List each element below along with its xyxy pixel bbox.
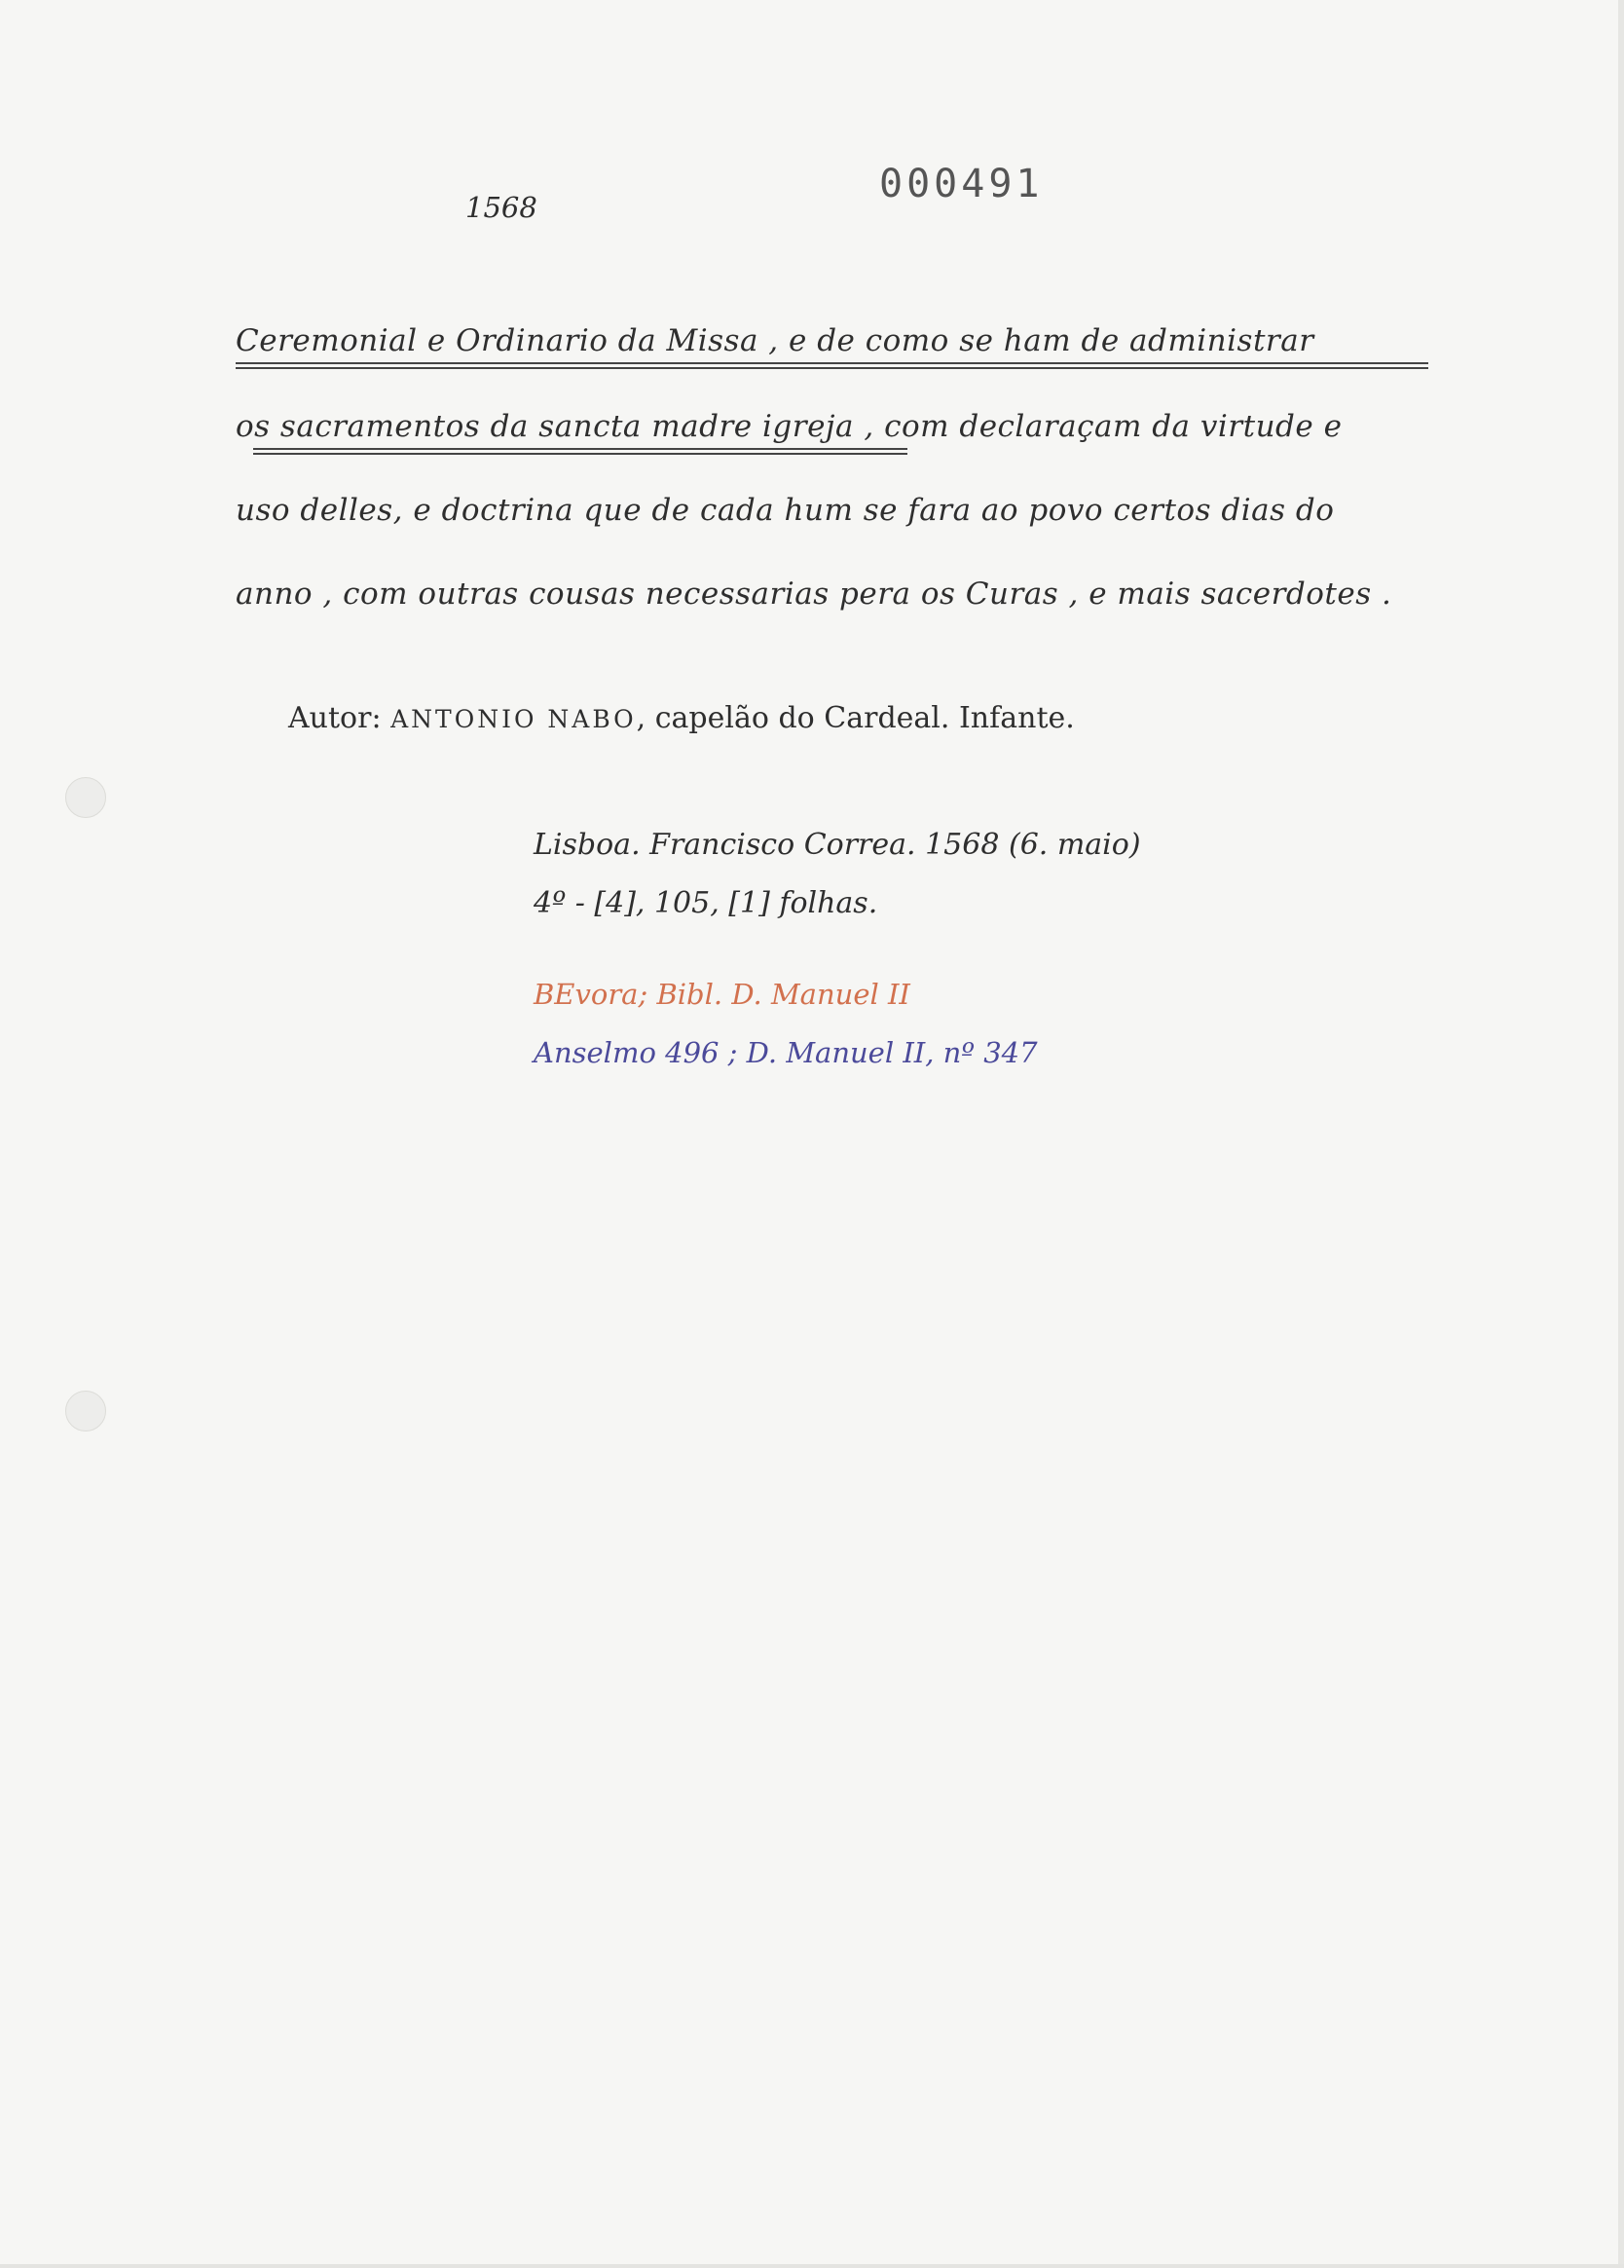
collation-line: 4º - [4], 105, [1] folhas. <box>534 886 878 920</box>
year-label: 1568 <box>465 191 537 224</box>
title-line-3: uso delles, e doctrina que de cada hum se fara ao povo certos dias do <box>236 493 1335 528</box>
title-underline-2 <box>253 448 907 455</box>
author-role: , capelão do Cardeal. Infante. <box>636 701 1075 735</box>
paper-edge-right <box>1618 0 1624 2268</box>
title-underline-1 <box>236 362 1428 369</box>
serial-number: 000491 <box>879 162 1044 206</box>
title-line-1: Ceremonial e Ordinario da Missa , e de como se ham de administrar <box>236 323 1314 358</box>
author-name: ANTONIO NABO <box>390 705 637 733</box>
punch-hole-bottom <box>65 1391 106 1431</box>
bibliographic-references: Anselmo 496 ; D. Manuel II, nº 347 <box>534 1036 1038 1069</box>
imprint-line: Lisboa. Francisco Correa. 1568 (6. maio) <box>534 828 1141 862</box>
paper-edge-bottom <box>0 2264 1624 2268</box>
author-line <box>288 701 1075 735</box>
punch-hole-top <box>65 777 106 818</box>
title-line-2: os sacramentos da sancta madre igreja , com declaraçam da virtude e <box>236 409 1343 444</box>
author-label: Autor: <box>288 701 382 735</box>
title-line-4: anno , com outras cousas necessarias pera os Curas , e mais sacerdotes . <box>236 576 1392 612</box>
library-location: BEvora; Bibl. D. Manuel II <box>534 978 910 1011</box>
